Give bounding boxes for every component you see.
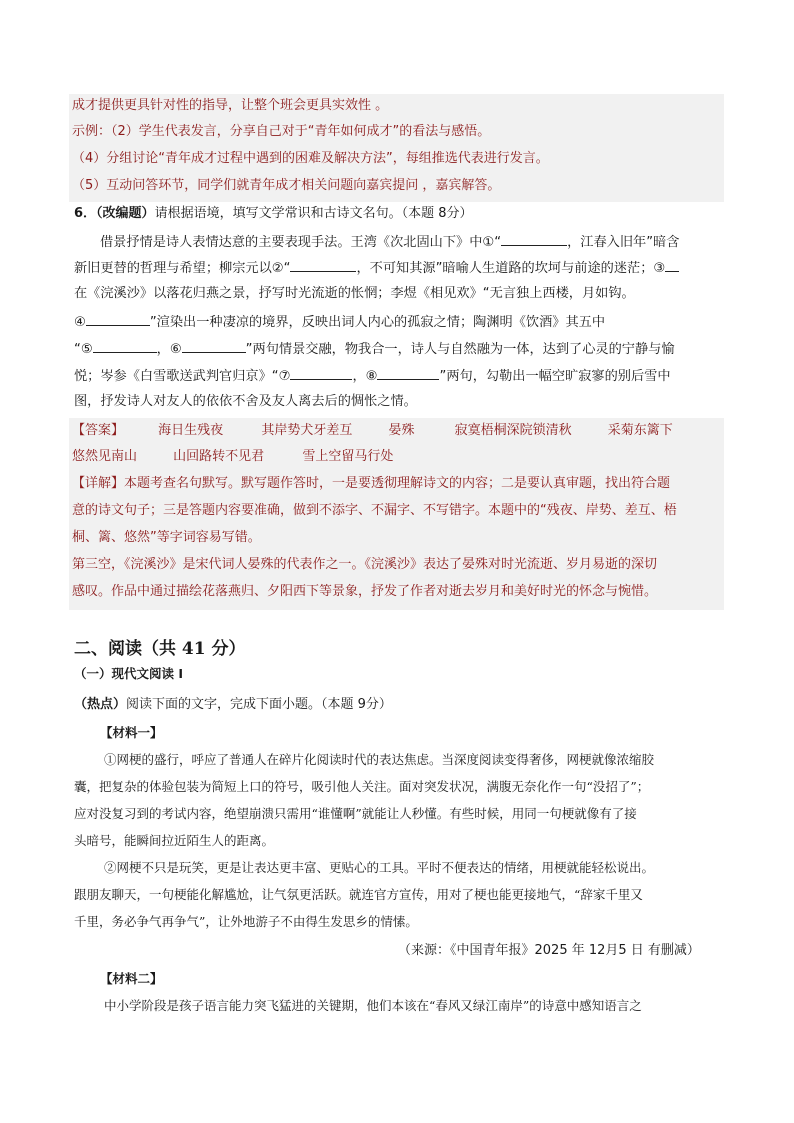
blank-3 xyxy=(665,257,679,272)
shaded-line-4: （5）互动问答环节，同学们就青年成才相关问题向嘉宾提问 ，嘉宾解答。 xyxy=(72,178,501,193)
shaded-line-1: 成才提供更具针对性的指导，让整个班会更具实效性 。 xyxy=(72,98,389,113)
blank-6 xyxy=(182,338,246,353)
q6-text: ，不可知其源”暗喻人生道路的坎坷与前途的迷茫；③ xyxy=(356,261,666,276)
answer-item: 寂寞梧桐深院锁清秋 xyxy=(454,423,572,438)
answer-item: 采菊东篱下 xyxy=(607,423,673,438)
section-subtitle: （一）现代文阅读 I xyxy=(74,666,184,681)
answer-item: 晏殊 xyxy=(388,423,415,438)
detail-line-1 xyxy=(72,474,670,494)
answer-item: 海日生残夜 xyxy=(158,423,224,438)
section-title: 二、阅读（共 41 分） xyxy=(74,639,246,659)
question-number: 6． xyxy=(74,206,97,221)
material-2-line-1: 中小学阶段是孩子语言能力突飞猛进的关键期，他们本该在“春风又绿江南岸”的诗意中感知语言之 xyxy=(104,998,642,1013)
intro-tag: （热点） xyxy=(74,697,127,712)
q6-text: 悦；岑参《白雪歌送武判官归京》“⑦ xyxy=(74,369,291,384)
blank-7 xyxy=(290,365,352,380)
q6-line-1 xyxy=(100,231,679,253)
answer-label: 【答案】 xyxy=(72,423,125,438)
material-1-source: （来源：《中国青年报》2025 年 12月5 日 有删减） xyxy=(398,943,700,958)
detail-label: 【详解】 xyxy=(72,476,125,491)
q6-line-7: 图，抒发诗人对友人的依依不舍及友人离去后的惆怅之情。 xyxy=(74,394,417,409)
material-1-line-2: 囊，把复杂的体验包装为简短上口的符号，吸引他人关注。面对突发状况，满腹无奈化作一句“没招了”； xyxy=(74,779,650,794)
answer-item: 悠然见南山 xyxy=(72,449,138,464)
q6-line-4 xyxy=(74,311,605,333)
blank-8 xyxy=(377,365,439,380)
q6-text: “⑤ xyxy=(74,342,93,357)
blank-1 xyxy=(501,231,567,246)
shaded-line-2: 示例：（2）学生代表发言，分享自己对于“青年如何成才”的看法与感悟。 xyxy=(72,124,491,139)
answer-item: 雪上空留马行处 xyxy=(302,449,394,464)
shaded-line-3: （4）分组讨论“青年成才过程中遇到的困难及解决方法”，每组推选代表进行发言。 xyxy=(72,151,549,166)
q6-text: 借景抒情是诗人表情达意的主要表现手法。王湾《次北固山下》中①“ xyxy=(100,235,502,250)
q6-line-2 xyxy=(74,257,679,279)
question-prompt: 请根据语境，填写文学常识和古诗文名句。（本题 8分） xyxy=(154,206,473,221)
detail-line-4: 第三空，《浣溪沙》是宋代词人晏殊的代表作之一。《浣溪沙》表达了晏殊对时光流逝、岁月易逝的深切 xyxy=(72,557,658,572)
q6-text: ”两句，勾勒出一幅空旷寂寥的别后雪中 xyxy=(439,369,671,384)
material-1-line-4: 头暗号，能瞬间拉近陌生人的距离。 xyxy=(74,833,275,848)
q6-text: ”渲染出一种凄凉的境界，反映出词人内心的孤寂之情；陶渊明《饮酒》其五中 xyxy=(149,315,606,330)
material-1-line-5: ②网梗不只是玩笑，更是让表达更丰富、更贴心的工具。平时不便表达的情绪，用梗就能轻松说出。 xyxy=(104,860,655,875)
blank-4 xyxy=(86,311,150,326)
answer-line-2 xyxy=(72,447,393,467)
question-6-header xyxy=(74,204,472,224)
material-1-line-1: ①网梗的盛行，呼应了普通人在碎片化阅读时代的表达焦虑。当深度阅读变得奢侈，网梗就像浓缩胶 xyxy=(104,752,655,767)
q6-line-5 xyxy=(74,338,675,360)
q6-text: ，⑧ xyxy=(352,369,378,384)
question-tag: （改编题） xyxy=(96,206,155,221)
intro-text: 阅读下面的文字，完成下面小题。（本题 9分） xyxy=(126,697,392,712)
blank-2 xyxy=(290,257,356,272)
blank-5 xyxy=(93,338,157,353)
q6-line-3: 在《浣溪沙》以落花归燕之景，抒写时光流逝的怅惘；李煜《相见欢》“无言独上西楼，月如钩。 xyxy=(74,286,635,301)
material-1-line-6: 跟朋友聊天，一句梗能化解尴尬，让气氛更活跃。就连官方宣传，用对了梗也能更接地气，“辞家千里又 xyxy=(74,887,643,902)
material-1-line-3: 应对没复习到的考试内容，绝望崩溃只需用“谁懂啊”就能让人秒懂。有些时候，用同一句梗就像有了接 xyxy=(74,806,637,821)
answer-item: 山回路转不见君 xyxy=(173,449,265,464)
q6-text: ④ xyxy=(74,315,86,330)
answer-line-1 xyxy=(72,421,673,441)
q6-text: ，江春入旧年”暗含 xyxy=(567,235,680,250)
q6-text: ，⑥ xyxy=(156,342,182,357)
detail-line-2: 意的诗文句子；三是答题内容要准确，做到不添字、不漏字、不写错字。本题中的“残夜、岸势、差互、梧 xyxy=(72,503,677,518)
material-1-title: 【材料一】 xyxy=(100,725,163,740)
detail-line-3: 桐、篱、悠然”等字词容易写错。 xyxy=(72,530,261,545)
q6-line-6 xyxy=(74,365,671,387)
q6-text: 新旧更替的哲理与希望；柳宗元以②“ xyxy=(74,261,291,276)
reading-intro xyxy=(74,695,392,715)
detail-text: 本题考查名句默写。默写题作答时，一是要透彻理解诗文的内容；二是要认真审题，找出符合题 xyxy=(124,476,671,491)
answer-item: 其岸势犬牙差互 xyxy=(261,423,353,438)
material-1-line-7: 千里，务必争气再争气”，让外地游子不由得生发思乡的情愫。 xyxy=(74,914,418,929)
detail-line-5: 感叹。作品中通过描绘花落燕归、夕阳西下等景象，抒发了作者对逝去岁月和美好时光的怀念与惋惜。 xyxy=(72,584,658,599)
material-2-title: 【材料二】 xyxy=(100,971,163,986)
q6-text: ”两句情景交融，物我合一，诗人与自然融为一体，达到了心灵的宁静与愉 xyxy=(245,342,675,357)
